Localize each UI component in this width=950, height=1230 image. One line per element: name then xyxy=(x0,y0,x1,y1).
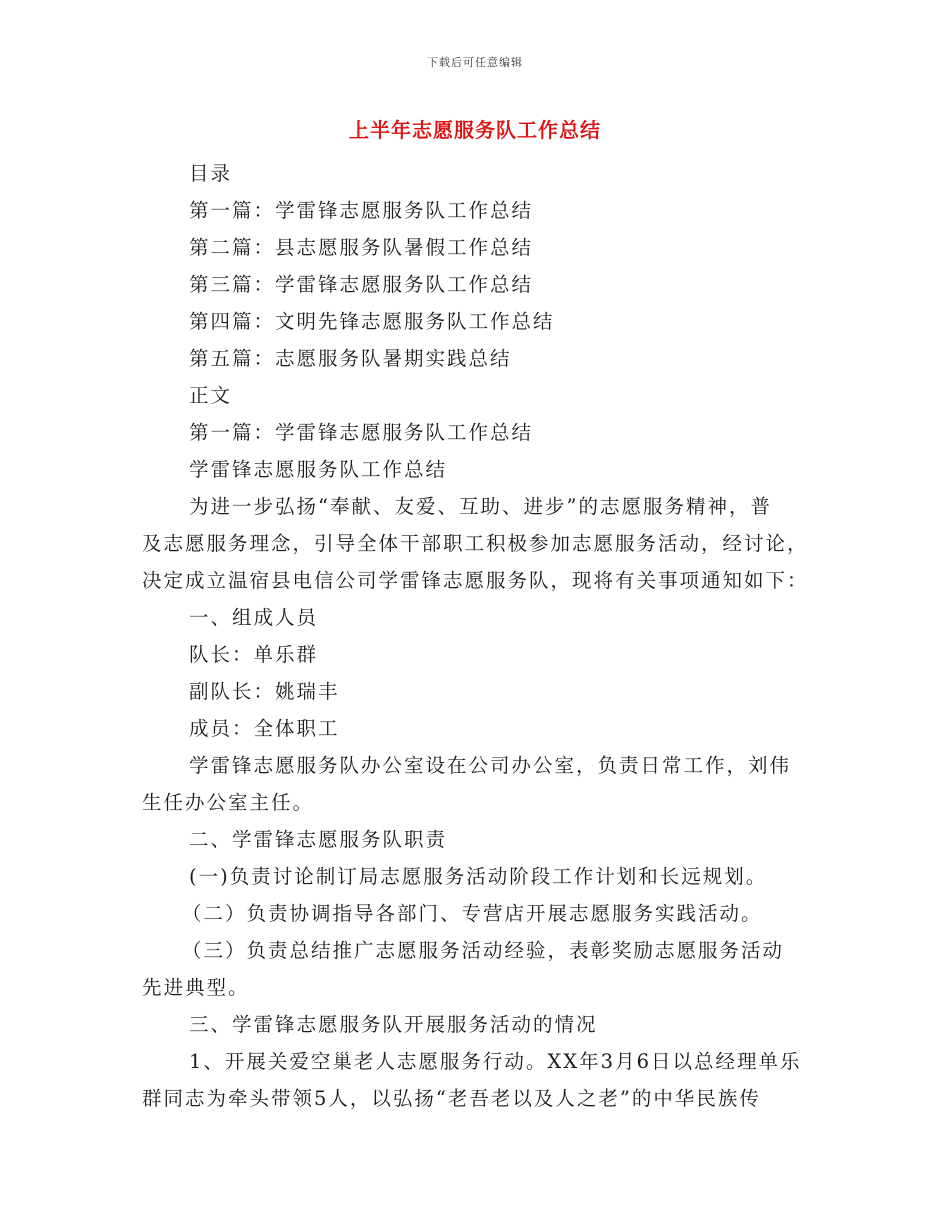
duty-1: (一)负责讨论制订局志愿服务活动阶段工作计划和长远规划。 xyxy=(189,865,768,888)
item-1-line-1: 1、开展关爱空巢老人志愿服务行动。XX年3月6日以总经理单乐 xyxy=(189,1050,802,1073)
toc-item-3: 第三篇：学雷锋志愿服务队工作总结 xyxy=(189,273,534,296)
team-members: 成员：全体职工 xyxy=(189,717,340,740)
duty-3-line-1: （三）负责总结推广志愿服务活动经验，表彰奖励志愿服务活动 xyxy=(182,939,785,962)
section-3-heading: 三、学雷锋志愿服务队开展服务活动的情况 xyxy=(189,1013,598,1036)
intro-line-2: 及志愿服务理念，引导全体干部职工积极参加志愿服务活动，经讨论， xyxy=(142,532,809,555)
section-1-heading: 一、组成人员 xyxy=(189,606,319,629)
toc-heading: 目录 xyxy=(189,162,233,185)
office-line-1: 学雷锋志愿服务队办公室设在公司办公室，负责日常工作，刘伟 xyxy=(189,754,792,777)
duty-2: （二）负责协调指导各部门、专营店开展志愿服务实践活动。 xyxy=(182,902,763,925)
toc-item-4: 第四篇：文明先锋志愿服务队工作总结 xyxy=(189,310,555,333)
header-note: 下载后可任意编辑 xyxy=(427,56,523,69)
article-title: 学雷锋志愿服务队工作总结 xyxy=(189,458,448,481)
team-leader: 队长：单乐群 xyxy=(189,643,319,666)
chapter-heading: 第一篇：学雷锋志愿服务队工作总结 xyxy=(189,421,534,444)
intro-line-1: 为进一步弘扬“奉献、友爱、互助、进步”的志愿服务精神，普 xyxy=(189,495,772,518)
section-2-heading: 二、学雷锋志愿服务队职责 xyxy=(189,828,448,851)
toc-item-2: 第二篇：县志愿服务队暑假工作总结 xyxy=(189,236,534,259)
body-heading: 正文 xyxy=(189,384,233,407)
document-body xyxy=(142,155,809,1117)
item-1-line-2: 群同志为牵头带领5人，以弘扬“老吾老以及人之老”的中华民族传 xyxy=(142,1087,761,1110)
intro-line-3: 决定成立温宿县电信公司学雷锋志愿服务队，现将有关事项通知如下： xyxy=(142,569,809,592)
office-line-2: 生任办公室主任。 xyxy=(142,791,315,814)
deputy-leader: 副队长：姚瑞丰 xyxy=(189,680,340,703)
toc-item-1: 第一篇：学雷锋志愿服务队工作总结 xyxy=(189,199,534,222)
toc-item-5: 第五篇：志愿服务队暑期实践总结 xyxy=(189,347,512,370)
document-title: 上半年志愿服务队工作总结 xyxy=(349,118,601,142)
duty-3-line-2: 先进典型。 xyxy=(142,976,250,999)
